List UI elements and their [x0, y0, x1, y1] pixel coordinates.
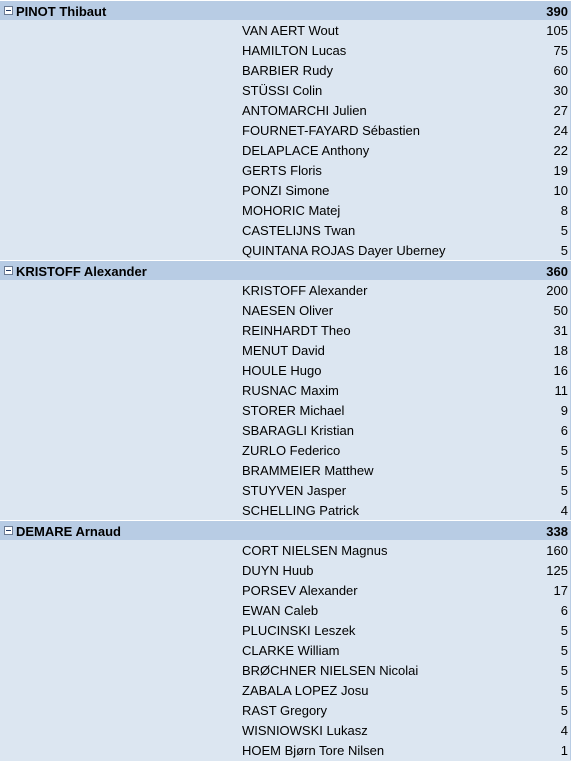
rider-name: ANTOMARCHI Julien [242, 103, 367, 118]
rider-name: SCHELLING Patrick [242, 503, 360, 518]
rider-points: 22 [553, 143, 568, 158]
rider-points: 6 [560, 423, 568, 438]
rider-row[interactable] [0, 400, 571, 420]
rider-name: RAST Gregory [242, 703, 328, 718]
rider-points: 9 [560, 403, 568, 418]
rider-name: VAN AERT Wout [242, 23, 339, 38]
rider-row[interactable] [0, 220, 571, 240]
rider-points: 5 [560, 623, 568, 638]
group-total: 338 [546, 524, 568, 539]
group-header-row[interactable] [0, 260, 571, 280]
rider-points: 5 [560, 243, 568, 258]
rider-row[interactable] [0, 500, 571, 520]
collapse-minus-icon[interactable] [4, 266, 13, 275]
rider-name: MOHORIC Matej [242, 203, 341, 218]
rider-row[interactable] [0, 600, 571, 620]
rider-points: 5 [560, 683, 568, 698]
rider-name: PONZI Simone [242, 183, 330, 198]
rider-points: 160 [546, 543, 568, 558]
rider-row[interactable] [0, 380, 571, 400]
rider-row[interactable] [0, 240, 571, 260]
rider-name: BRAMMEIER Matthew [242, 463, 374, 478]
rider-row[interactable] [0, 560, 571, 580]
rider-row[interactable] [0, 480, 571, 500]
rider-name: RUSNAC Maxim [242, 383, 339, 398]
group-header-row[interactable] [0, 520, 571, 540]
rider-name: WISNIOWSKI Lukasz [242, 723, 368, 738]
rider-row[interactable] [0, 700, 571, 720]
rider-row[interactable] [0, 740, 571, 760]
rider-points: 4 [560, 723, 568, 738]
rider-row[interactable] [0, 660, 571, 680]
rider-name: FOURNET-FAYARD Sébastien [242, 123, 420, 138]
rider-name: STUYVEN Jasper [242, 483, 347, 498]
rider-row[interactable] [0, 60, 571, 80]
rider-row[interactable] [0, 580, 571, 600]
rider-row[interactable] [0, 160, 571, 180]
rider-name: HOULE Hugo [242, 363, 322, 378]
rider-row[interactable] [0, 440, 571, 460]
rider-name: STÜSSI Colin [242, 83, 323, 98]
rider-points: 4 [560, 503, 568, 518]
rider-points: 75 [553, 43, 568, 58]
rider-points: 105 [546, 23, 568, 38]
group-header-row[interactable] [0, 0, 571, 20]
pivot-group [0, 0, 571, 260]
rider-row[interactable] [0, 540, 571, 560]
rider-name: GERTS Floris [242, 163, 322, 178]
rider-name: DELAPLACE Anthony [242, 143, 370, 158]
rider-name: QUINTANA ROJAS Dayer Uberney [242, 243, 446, 258]
rider-name: PORSEV Alexander [242, 583, 358, 598]
rider-points: 11 [554, 383, 568, 398]
rider-points: 17 [553, 583, 568, 598]
pivot-group [0, 520, 571, 760]
rider-row[interactable] [0, 640, 571, 660]
rider-row[interactable] [0, 620, 571, 640]
rider-points: 5 [560, 463, 568, 478]
rider-points: 24 [553, 123, 568, 138]
rider-row[interactable] [0, 80, 571, 100]
rider-points: 1 [560, 743, 568, 758]
rider-name: NAESEN Oliver [242, 303, 334, 318]
rider-row[interactable] [0, 720, 571, 740]
rider-name: ZURLO Federico [242, 443, 341, 458]
rider-row[interactable] [0, 460, 571, 480]
rider-row[interactable] [0, 200, 571, 220]
rider-name: HOEM Bjørn Tore Nilsen [242, 743, 385, 758]
rider-points: 30 [553, 83, 568, 98]
rider-name: PLUCINSKI Leszek [242, 623, 356, 638]
rider-row[interactable] [0, 320, 571, 340]
rider-points: 5 [560, 223, 568, 238]
rider-name: SBARAGLI Kristian [242, 423, 354, 438]
rider-points: 8 [560, 203, 568, 218]
rider-points: 19 [553, 163, 568, 178]
rider-row[interactable] [0, 40, 571, 60]
rider-row[interactable] [0, 180, 571, 200]
rider-name: CORT NIELSEN Magnus [242, 543, 388, 558]
rider-points: 16 [553, 363, 568, 378]
rider-row[interactable] [0, 680, 571, 700]
rider-points: 5 [560, 483, 568, 498]
group-total: 390 [546, 4, 568, 19]
rider-name: CLARKE William [242, 643, 340, 658]
rider-name: BARBIER Rudy [242, 63, 334, 78]
rider-points: 50 [553, 303, 568, 318]
rider-row[interactable] [0, 420, 571, 440]
rider-points: 6 [560, 603, 568, 618]
collapse-minus-icon[interactable] [4, 526, 13, 535]
rider-row[interactable] [0, 120, 571, 140]
rider-row[interactable] [0, 20, 571, 40]
rider-points: 31 [553, 323, 568, 338]
rider-name: REINHARDT Theo [242, 323, 351, 338]
rider-name: HAMILTON Lucas [242, 43, 347, 58]
rider-points: 18 [553, 343, 568, 358]
rider-name: STORER Michael [242, 403, 345, 418]
rider-row[interactable] [0, 300, 571, 320]
rider-points: 27 [553, 103, 568, 118]
collapse-minus-icon[interactable] [4, 6, 13, 15]
rider-name: BRØCHNER NIELSEN Nicolai [242, 663, 419, 678]
rider-points: 5 [560, 703, 568, 718]
rider-name: ZABALA LOPEZ Josu [242, 683, 369, 698]
rider-row[interactable] [0, 100, 571, 120]
pivot-group [0, 260, 571, 520]
rider-points: 10 [553, 183, 568, 198]
rider-row[interactable] [0, 280, 571, 300]
rider-name: CASTELIJNS Twan [242, 223, 356, 238]
rider-points: 125 [546, 563, 568, 578]
rider-name: KRISTOFF Alexander [242, 283, 368, 298]
rider-points: 5 [560, 443, 568, 458]
rider-name: DUYN Huub [242, 563, 314, 578]
group-name: KRISTOFF Alexander [16, 264, 147, 279]
rider-name: EWAN Caleb [242, 603, 319, 618]
rider-points: 5 [560, 643, 568, 658]
rider-points: 5 [560, 663, 568, 678]
rider-row[interactable] [0, 340, 571, 360]
rider-points: 60 [553, 63, 568, 78]
group-name: PINOT Thibaut [16, 4, 107, 19]
rider-row[interactable] [0, 140, 571, 160]
group-name: DEMARE Arnaud [16, 524, 121, 539]
rider-row[interactable] [0, 360, 571, 380]
rider-points: 200 [546, 283, 568, 298]
group-total: 360 [546, 264, 568, 279]
rider-name: MENUT David [242, 343, 325, 358]
